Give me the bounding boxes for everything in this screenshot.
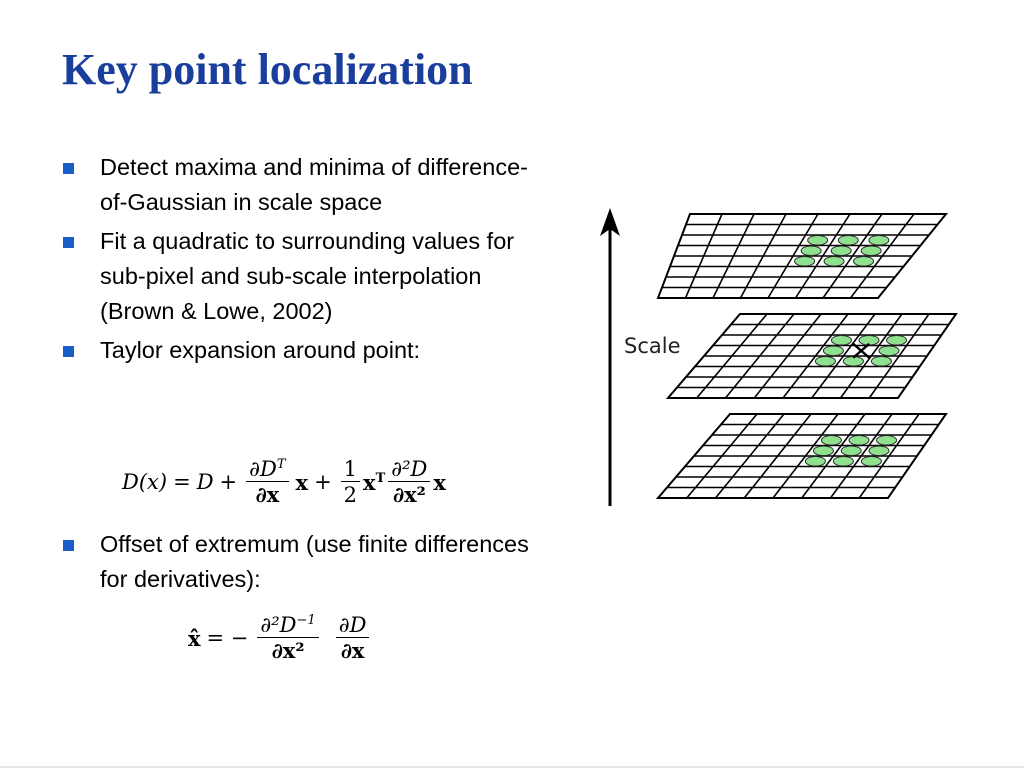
scale-space-diagram <box>590 200 970 520</box>
fraction-numerator: ∂D <box>336 614 370 638</box>
transpose-superscript: T <box>375 470 386 486</box>
fraction-denominator: ∂x² <box>271 638 305 664</box>
scale-layer-grid <box>658 214 946 298</box>
fraction-denominator: ∂x <box>340 638 365 664</box>
transpose-superscript: T <box>276 457 286 472</box>
fraction-numerator: ∂D <box>249 457 277 481</box>
fraction-numerator: ∂²D <box>388 458 430 482</box>
square-bullet-icon <box>63 237 74 248</box>
neighbor-dot <box>861 246 881 256</box>
offset-formula <box>188 614 372 662</box>
neighbor-dot <box>841 446 861 456</box>
bullet-item <box>62 224 542 329</box>
fraction-denominator: ∂x² <box>392 482 426 508</box>
neighbor-dot <box>879 346 899 356</box>
neighbor-dot <box>808 235 828 245</box>
neighbor-dot <box>823 346 843 356</box>
formula-equals: = − <box>206 626 249 651</box>
formula-lhs: x̂ <box>188 625 201 651</box>
fraction-numerator: ∂²D <box>260 613 297 637</box>
fraction-numerator: 1 <box>341 458 360 482</box>
neighbor-dot <box>849 435 869 445</box>
formula-fraction <box>257 614 318 662</box>
neighbor-dot <box>815 356 835 366</box>
slide-title: Key point localization <box>62 45 473 94</box>
scale-space-figure <box>590 200 970 520</box>
bullet-text: Offset of extremum (use finite differences for derivatives): <box>100 531 529 592</box>
bullet-text: Taylor expansion around point: <box>100 337 421 363</box>
neighbor-dot <box>831 246 851 256</box>
square-bullet-icon <box>63 346 74 357</box>
fraction-denominator: 2 <box>343 483 358 508</box>
square-bullet-icon <box>63 540 74 551</box>
bullet-item <box>62 527 542 597</box>
formula-lhs: D(x) <box>122 470 168 495</box>
fraction-denominator: ∂x <box>255 482 280 508</box>
scale-layer-grid <box>658 414 946 498</box>
square-bullet-icon <box>63 163 74 174</box>
scale-layer-grid <box>668 314 956 398</box>
taylor-expansion-formula <box>122 458 446 506</box>
neighbor-dot <box>877 435 897 445</box>
neighbor-dot <box>869 235 889 245</box>
formula-fraction <box>388 458 430 506</box>
scale-axis-label: Scale <box>624 334 681 358</box>
neighbor-dot <box>833 456 853 466</box>
neighbor-dot <box>854 256 874 266</box>
neighbor-dot <box>869 446 889 456</box>
bullet-text: Detect maxima and minima of difference-of-Gaussian in scale space <box>100 154 528 215</box>
neighbor-dot <box>871 356 891 366</box>
neighbor-dot <box>821 435 841 445</box>
bullet-item <box>62 150 542 220</box>
neighbor-dot <box>813 446 833 456</box>
inverse-superscript: −1 <box>296 613 316 628</box>
formula-plus: + <box>219 470 238 495</box>
neighbor-dot <box>801 246 821 256</box>
bullet-text: Fit a quadratic to surrounding values for sub-pixel and sub-scale interpolation (Brown & Lowe, 2002) <box>100 228 515 324</box>
neighbor-dot <box>831 335 851 345</box>
formula-fraction <box>246 458 288 506</box>
neighbor-dot <box>887 335 907 345</box>
neighbor-dot <box>824 256 844 266</box>
neighbor-dot <box>805 456 825 466</box>
formula-term: D <box>196 470 214 495</box>
formula-term: x <box>363 469 376 495</box>
bullet-list <box>62 527 542 597</box>
formula-plus: + <box>314 470 332 495</box>
neighbor-dot <box>795 256 815 266</box>
formula-term: x <box>433 469 446 495</box>
formula-fraction-half <box>341 458 360 506</box>
bullet-item <box>62 333 542 368</box>
neighbor-dot <box>861 456 881 466</box>
bullet-list <box>62 150 542 368</box>
neighbor-dot <box>838 235 858 245</box>
formula-term: x <box>295 469 309 495</box>
formula-fraction <box>336 614 370 662</box>
formula-equals: = <box>173 470 191 495</box>
